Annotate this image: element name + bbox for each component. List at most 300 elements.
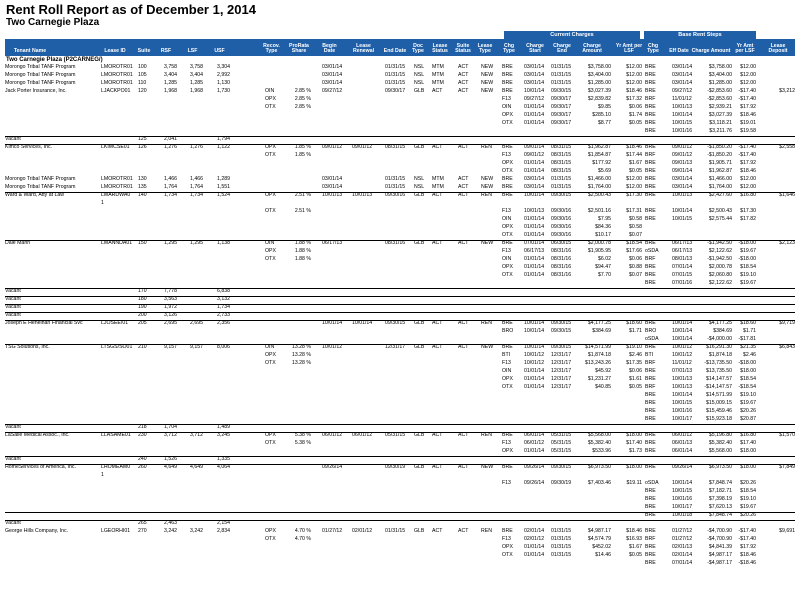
table-cell: 10/01/12 [322,344,343,350]
table-cell: GLB [414,144,425,150]
base-rent-steps-band: Base Rent Steps [644,31,756,39]
table-cell: 09/30/15 [551,328,572,334]
table-cell: $533.96 [592,448,611,454]
table-cell: 01/31/15 [551,536,572,542]
table-cell: $7.70 [598,272,611,278]
table-cell: $2,122.62 [708,280,732,286]
table-cell: LMOROTR01 [101,176,133,182]
table-row [5,96,795,104]
table-cell: 2.51 % [294,208,311,214]
table-cell: 09/30/16 [551,208,572,214]
table-cell: BRE [645,344,656,350]
table-row [5,360,795,368]
table-row [5,240,795,248]
table-cell: 06/17/13 [322,240,343,246]
table-cell: 01/31/15 [551,72,572,78]
table-cell: 10/01/15 [672,120,693,126]
column-header: Suite Status [455,42,471,55]
table-cell: BRE [645,464,656,470]
table-cell: 01/31/15 [385,176,406,182]
table-cell: 09/01/12 [524,152,545,158]
table-cell: 9,157 [164,344,177,350]
table-cell: $2,000.78 [708,264,732,270]
table-cell: 09/01/12 [352,144,373,150]
column-header: Charge Amount [582,42,602,55]
table-cell: GLB [414,88,425,94]
table-cell: $18.54 [740,376,756,382]
table-cell: $17.92 [740,104,756,110]
table-cell: MTM [432,176,444,182]
table-cell: 02/01/12 [524,536,545,542]
table-cell: $7,398.19 [708,496,732,502]
table-cell: 09/27/12 [672,88,693,94]
table-cell: 10/01/13 [672,384,693,390]
table-cell: 3,758 [164,64,177,70]
table-cell: OTX [502,272,513,278]
table-cell: 6,838 [217,288,230,294]
table-cell: 2,463 [164,520,177,526]
column-header: Yr Amt per LSF [615,42,643,55]
table-cell: $3,027.39 [708,112,732,118]
table-cell: 3,758 [190,64,203,70]
table-cell: BRE [645,112,656,118]
column-header: Chg Type [503,42,515,55]
table-cell: $1,231.27 [587,376,611,382]
table-cell: 09/30/19 [385,464,406,470]
table-cell: 06/01/14 [672,448,693,454]
table-cell: 3,242 [164,528,177,534]
table-cell: 130 [138,176,147,182]
table-cell: 3,245 [217,432,230,438]
table-cell: NSL [414,184,425,190]
column-header: Lease Deposit [768,42,788,55]
table-cell: 01/27/12 [672,528,693,534]
table-cell: -$18.00 [738,240,756,246]
table-cell: oSDA [645,480,659,486]
table-cell: 1,764 [164,184,177,190]
table-cell: 03/01/14 [322,72,343,78]
table-cell: -$18.54 [738,384,756,390]
table-cell: BRE [645,72,656,78]
table-cell: 1,285 [190,80,203,86]
table-cell: Morongo Tribal TANF Program [5,184,76,190]
table-cell: $15,009.15 [706,400,732,406]
table-cell: 135 [138,184,147,190]
table-cell: 01/01/14 [524,552,545,558]
table-cell: LKIMCSE01 [101,144,130,150]
table-cell: 10/01/14 [524,320,545,326]
table-cell: GLB [414,528,425,534]
table-cell: 05/31/15 [551,432,572,438]
table-cell: ACT [458,344,469,350]
table-cell: -$13,735.50 [704,360,732,366]
table-cell: 06/17/13 [672,240,693,246]
table-cell: 03/01/14 [672,64,693,70]
table-cell: 2,733 [217,312,230,318]
table-row [5,144,795,152]
table-cell: $18.46 [740,112,756,118]
table-cell: $17.35 [626,360,642,366]
table-cell: $1,764.00 [587,184,611,190]
table-cell: -$18.00 [738,256,756,262]
table-cell: NEW [481,464,494,470]
table-cell: BRE [502,184,513,190]
table-row [5,104,795,112]
table-cell: $12.00 [740,64,756,70]
table-cell: 8,006 [217,344,230,350]
table-cell: $0.07 [629,232,642,238]
table-cell: $1,854.87 [587,152,611,158]
table-cell: $384.69 [592,328,611,334]
table-cell: $12.00 [740,184,756,190]
table-cell: LMOROTR01 [101,80,133,86]
table-cell: 10/01/14 [672,320,693,326]
table-cell: 11/01/12 [672,360,692,366]
table-cell: NSL [414,64,425,70]
table-cell: $1,646 [779,192,795,198]
table-cell: 03/01/14 [672,176,693,182]
table-cell: $19.10 [626,344,642,350]
table-cell: BRE [502,240,513,246]
table-cell: -$17.81 [738,336,756,342]
table-cell: NEW [481,72,494,78]
table-cell: $19.01 [740,120,756,126]
table-cell: ACT [458,176,469,182]
table-cell: 01/31/15 [551,544,572,550]
table-cell: $3,404.00 [587,72,611,78]
column-header: Begin Date [322,42,337,55]
table-cell: 10/01/16 [672,408,693,414]
table-row [5,152,795,160]
table-cell: $7.95 [598,216,611,222]
table-cell: $4,987.17 [587,528,611,534]
table-cell: Morongo Tribal TANF Program [5,176,76,182]
column-header: Chg Type [647,42,659,55]
table-cell: $1,285.00 [708,80,732,86]
table-cell: $18.00 [626,432,642,438]
table-cell: BRE [645,504,656,510]
table-cell: -$1,850.20 [707,152,732,158]
table-cell: $12.00 [626,80,642,86]
table-cell: 1,972 [164,304,177,310]
table-cell: F13 [502,360,511,366]
table-cell: 12/31/17 [385,344,406,350]
table-cell: BRE [645,88,656,94]
table-cell: $1,874.18 [708,352,732,358]
table-cell: $2,123 [779,240,795,246]
table-cell: 01/01/14 [524,272,545,278]
table-cell: 01/01/14 [524,256,545,262]
table-cell: 06/17/13 [672,248,693,254]
table-cell: 1,138 [217,240,230,246]
table-cell: $1,905.95 [587,248,611,254]
table-cell: $2,500.43 [708,208,732,214]
table-cell: 10/01/12 [672,344,693,350]
table-cell: $0.05 [629,120,642,126]
column-header: Yr Amt per LSF [735,42,755,55]
table-cell: 12/31/17 [551,384,572,390]
table-cell: $0.58 [629,224,642,230]
column-header: Lease Renewal [352,42,375,55]
table-cell: $17.40 [740,440,756,446]
table-cell: $0.05 [629,552,642,558]
table-cell: BRE [645,208,656,214]
table-cell: 10/01/14 [672,480,693,486]
table-cell: LHOMEAM0 [101,464,131,470]
table-row [5,64,795,72]
table-cell: $0.88 [629,264,642,270]
table-cell: 10/01/12 [524,360,545,366]
table-cell: -$4,700.90 [707,528,732,534]
table-cell: $0.05 [629,384,642,390]
table-cell: $4,177.25 [587,320,611,326]
table-cell: BRE [645,264,656,270]
table-cell: 2,834 [217,528,230,534]
table-cell: 3,563 [164,296,177,302]
column-header: Lease ID [104,48,126,55]
table-cell: 1 [101,200,104,206]
table-cell: $2,575.44 [708,216,732,222]
table-cell: 08/31/15 [385,144,406,150]
table-cell: 06/17/13 [524,248,545,254]
table-cell: BRE [502,176,513,182]
table-cell: OIN [502,216,512,222]
table-cell: $18.00 [740,464,756,470]
table-cell: $5,196.80 [708,432,732,438]
table-cell: BTI [502,352,511,358]
table-cell: ACT [432,464,443,470]
table-cell: $0.06 [629,256,642,262]
table-cell: Morongo Tribal TANF Program [5,64,76,70]
table-cell: Vacant [5,304,21,310]
table-cell: $15,459.46 [706,408,732,414]
table-cell: $12.00 [740,72,756,78]
table-cell: BRE [645,560,656,566]
table-cell: GLB [414,240,425,246]
table-cell: 10/01/15 [672,216,693,222]
table-cell: 10/01/14 [672,328,693,334]
table-cell: Kimco Services, Inc. [5,144,52,150]
table-row [5,368,795,376]
table-cell: 1,551 [217,184,230,190]
table-cell: 13.28 % [291,344,311,350]
table-cell: OTX [502,120,513,126]
table-cell: $7,848.74 [708,512,732,518]
table-cell: $9.85 [598,104,611,110]
table-cell: Vacant [5,312,21,318]
table-cell: 08/31/15 [551,168,572,174]
table-cell: 01/01/14 [524,216,545,222]
table-cell: NEW [481,344,494,350]
table-cell: -$17.40 [738,88,756,94]
table-cell: OPX [502,224,513,230]
table-cell: 01/01/14 [524,224,545,230]
table-cell: BRE [502,88,513,94]
table-cell: 06/01/12 [524,440,545,446]
table-cell: 9,157 [190,344,203,350]
table-cell: 1,704 [164,424,177,430]
table-cell: $1,962.87 [587,144,611,150]
table-cell: 07/01/14 [672,560,693,566]
table-cell: F13 [502,536,511,542]
table-cell: $18.00 [626,464,642,470]
table-cell: -$18.46 [738,560,756,566]
table-cell: 105 [138,72,147,78]
table-row [5,120,795,128]
table-cell: BRE [645,184,656,190]
table-cell: LMOROTR01 [101,64,133,70]
table-cell: BRE [645,392,656,398]
table-cell: BRE [645,488,656,494]
table-cell: $12.00 [740,176,756,182]
table-cell: $1.73 [629,448,642,454]
table-cell: 10/01/12 [672,352,693,358]
table-cell: $19.10 [740,272,756,278]
table-cell: $17.31 [626,208,642,214]
table-cell: 09/30/17 [551,112,572,118]
table-cell: GLB [414,344,425,350]
table-cell: 09/26/14 [322,464,343,470]
table-cell: OPX [502,264,513,270]
table-cell: 09/30/17 [551,104,572,110]
table-cell: OPX [265,248,276,254]
table-row [5,256,795,264]
table-cell: Ward & Ward, Atty at Law [5,192,65,198]
table-cell: $9,691 [779,528,795,534]
table-cell: BRF [645,96,656,102]
table-cell: BRO [502,328,514,334]
column-header: Suite [137,48,151,55]
table-cell: 3,404 [190,72,203,78]
table-cell: $19.58 [740,128,756,134]
table-cell: BTI [645,352,654,358]
table-cell: $0.06 [629,368,642,374]
table-cell: 10/01/12 [524,352,545,358]
table-cell: OIN [265,240,275,246]
table-cell: $3,027.39 [587,88,611,94]
table-cell: $3,404.00 [708,72,732,78]
table-cell: NSL [414,80,425,86]
table-cell: BRE [645,408,656,414]
table-cell: 09/30/16 [551,232,572,238]
table-cell: OPX [265,96,276,102]
table-cell: 260 [138,464,147,470]
table-cell: BRO [645,328,657,334]
table-cell: 10/01/14 [524,192,545,198]
table-cell: 2,356 [217,320,230,326]
table-cell: 01/31/15 [385,80,406,86]
table-cell: BRE [502,80,513,86]
table-cell: $452.02 [592,544,611,550]
table-cell: $1.74 [629,112,642,118]
table-cell: 03/01/14 [672,80,693,86]
table-cell: 08/31/16 [385,240,406,246]
table-row [5,480,795,488]
table-cell: OIN [502,104,512,110]
table-row [5,376,795,384]
table-cell: $17.30 [626,192,642,198]
table-cell: 01/01/14 [524,264,545,270]
table-cell: LLASAME01 [101,432,131,438]
table-cell: $5,568.00 [587,432,611,438]
table-cell: $2,000.78 [587,240,611,246]
table-cell: 1,335 [217,456,230,462]
table-row [5,160,795,168]
table-cell: 1,734 [217,304,230,310]
current-charges-band: Current Charges [504,31,640,39]
table-row [5,176,795,184]
table-cell: F13 [502,480,511,486]
table-cell: 5.38 % [294,432,311,438]
table-cell: BRE [502,344,513,350]
table-cell: $1,962.87 [708,168,732,174]
table-cell: 1.85 % [294,144,311,150]
table-cell: $1.67 [629,160,642,166]
table-cell: Vacant [5,288,21,294]
table-cell: $17.92 [740,160,756,166]
table-cell: 03/01/14 [322,64,343,70]
table-cell: OTX [502,384,513,390]
table-cell: 09/30/15 [385,320,406,326]
table-cell: BRF [645,256,656,262]
table-cell: $1,466.00 [587,176,611,182]
table-cell: 09/30/15 [551,344,572,350]
table-cell: Vacant [5,520,21,526]
table-cell: 265 [138,520,147,526]
table-cell: ACT [458,320,469,326]
column-header: Eff Date [669,48,689,55]
table-cell: BRF [645,152,656,158]
column-header: LSF [187,48,198,55]
table-cell: LTSGS/SO01 [101,344,133,350]
table-cell: 125 [138,136,147,142]
table-cell: TSG Solutions, Inc. [5,344,50,350]
table-cell: 3,712 [164,432,177,438]
table-cell: 01/01/14 [524,376,545,382]
table-cell: $3,118.21 [709,120,732,126]
table-cell: F13 [502,248,511,254]
table-cell: $1.67 [629,544,642,550]
table-cell: 1.85 % [294,152,311,158]
table-cell: 01/31/15 [551,176,572,182]
table-cell: $18.60 [626,320,642,326]
table-cell: George Hills Company, Inc. [5,528,69,534]
table-cell: $12.00 [626,176,642,182]
table-cell: 12/31/17 [551,360,572,366]
table-cell: 205 [138,320,147,326]
table-cell: Morongo Tribal TANF Program [5,80,76,86]
table-cell: $19.67 [740,400,756,406]
table-cell: 03/01/14 [672,184,693,190]
table-cell: 1,276 [190,144,203,150]
table-cell: 1,794 [217,136,230,142]
table-cell: $19.11 [626,480,642,486]
table-cell: $4,177.25 [708,320,732,326]
table-cell: -$17.40 [738,152,756,158]
table-cell: 01/31/15 [551,552,572,558]
table-cell: NEW [481,176,494,182]
table-cell: NEW [481,64,494,70]
table-cell: 07/01/13 [672,368,693,374]
table-cell: 01/01/14 [524,368,545,374]
table-cell: ACT [432,432,443,438]
table-row [5,264,795,272]
table-cell: 03/01/14 [524,72,545,78]
table-cell: 10/01/17 [672,504,693,510]
table-cell: 01/01/14 [524,448,545,454]
table-cell: $17.32 [626,96,642,102]
table-cell: 110 [138,80,147,86]
